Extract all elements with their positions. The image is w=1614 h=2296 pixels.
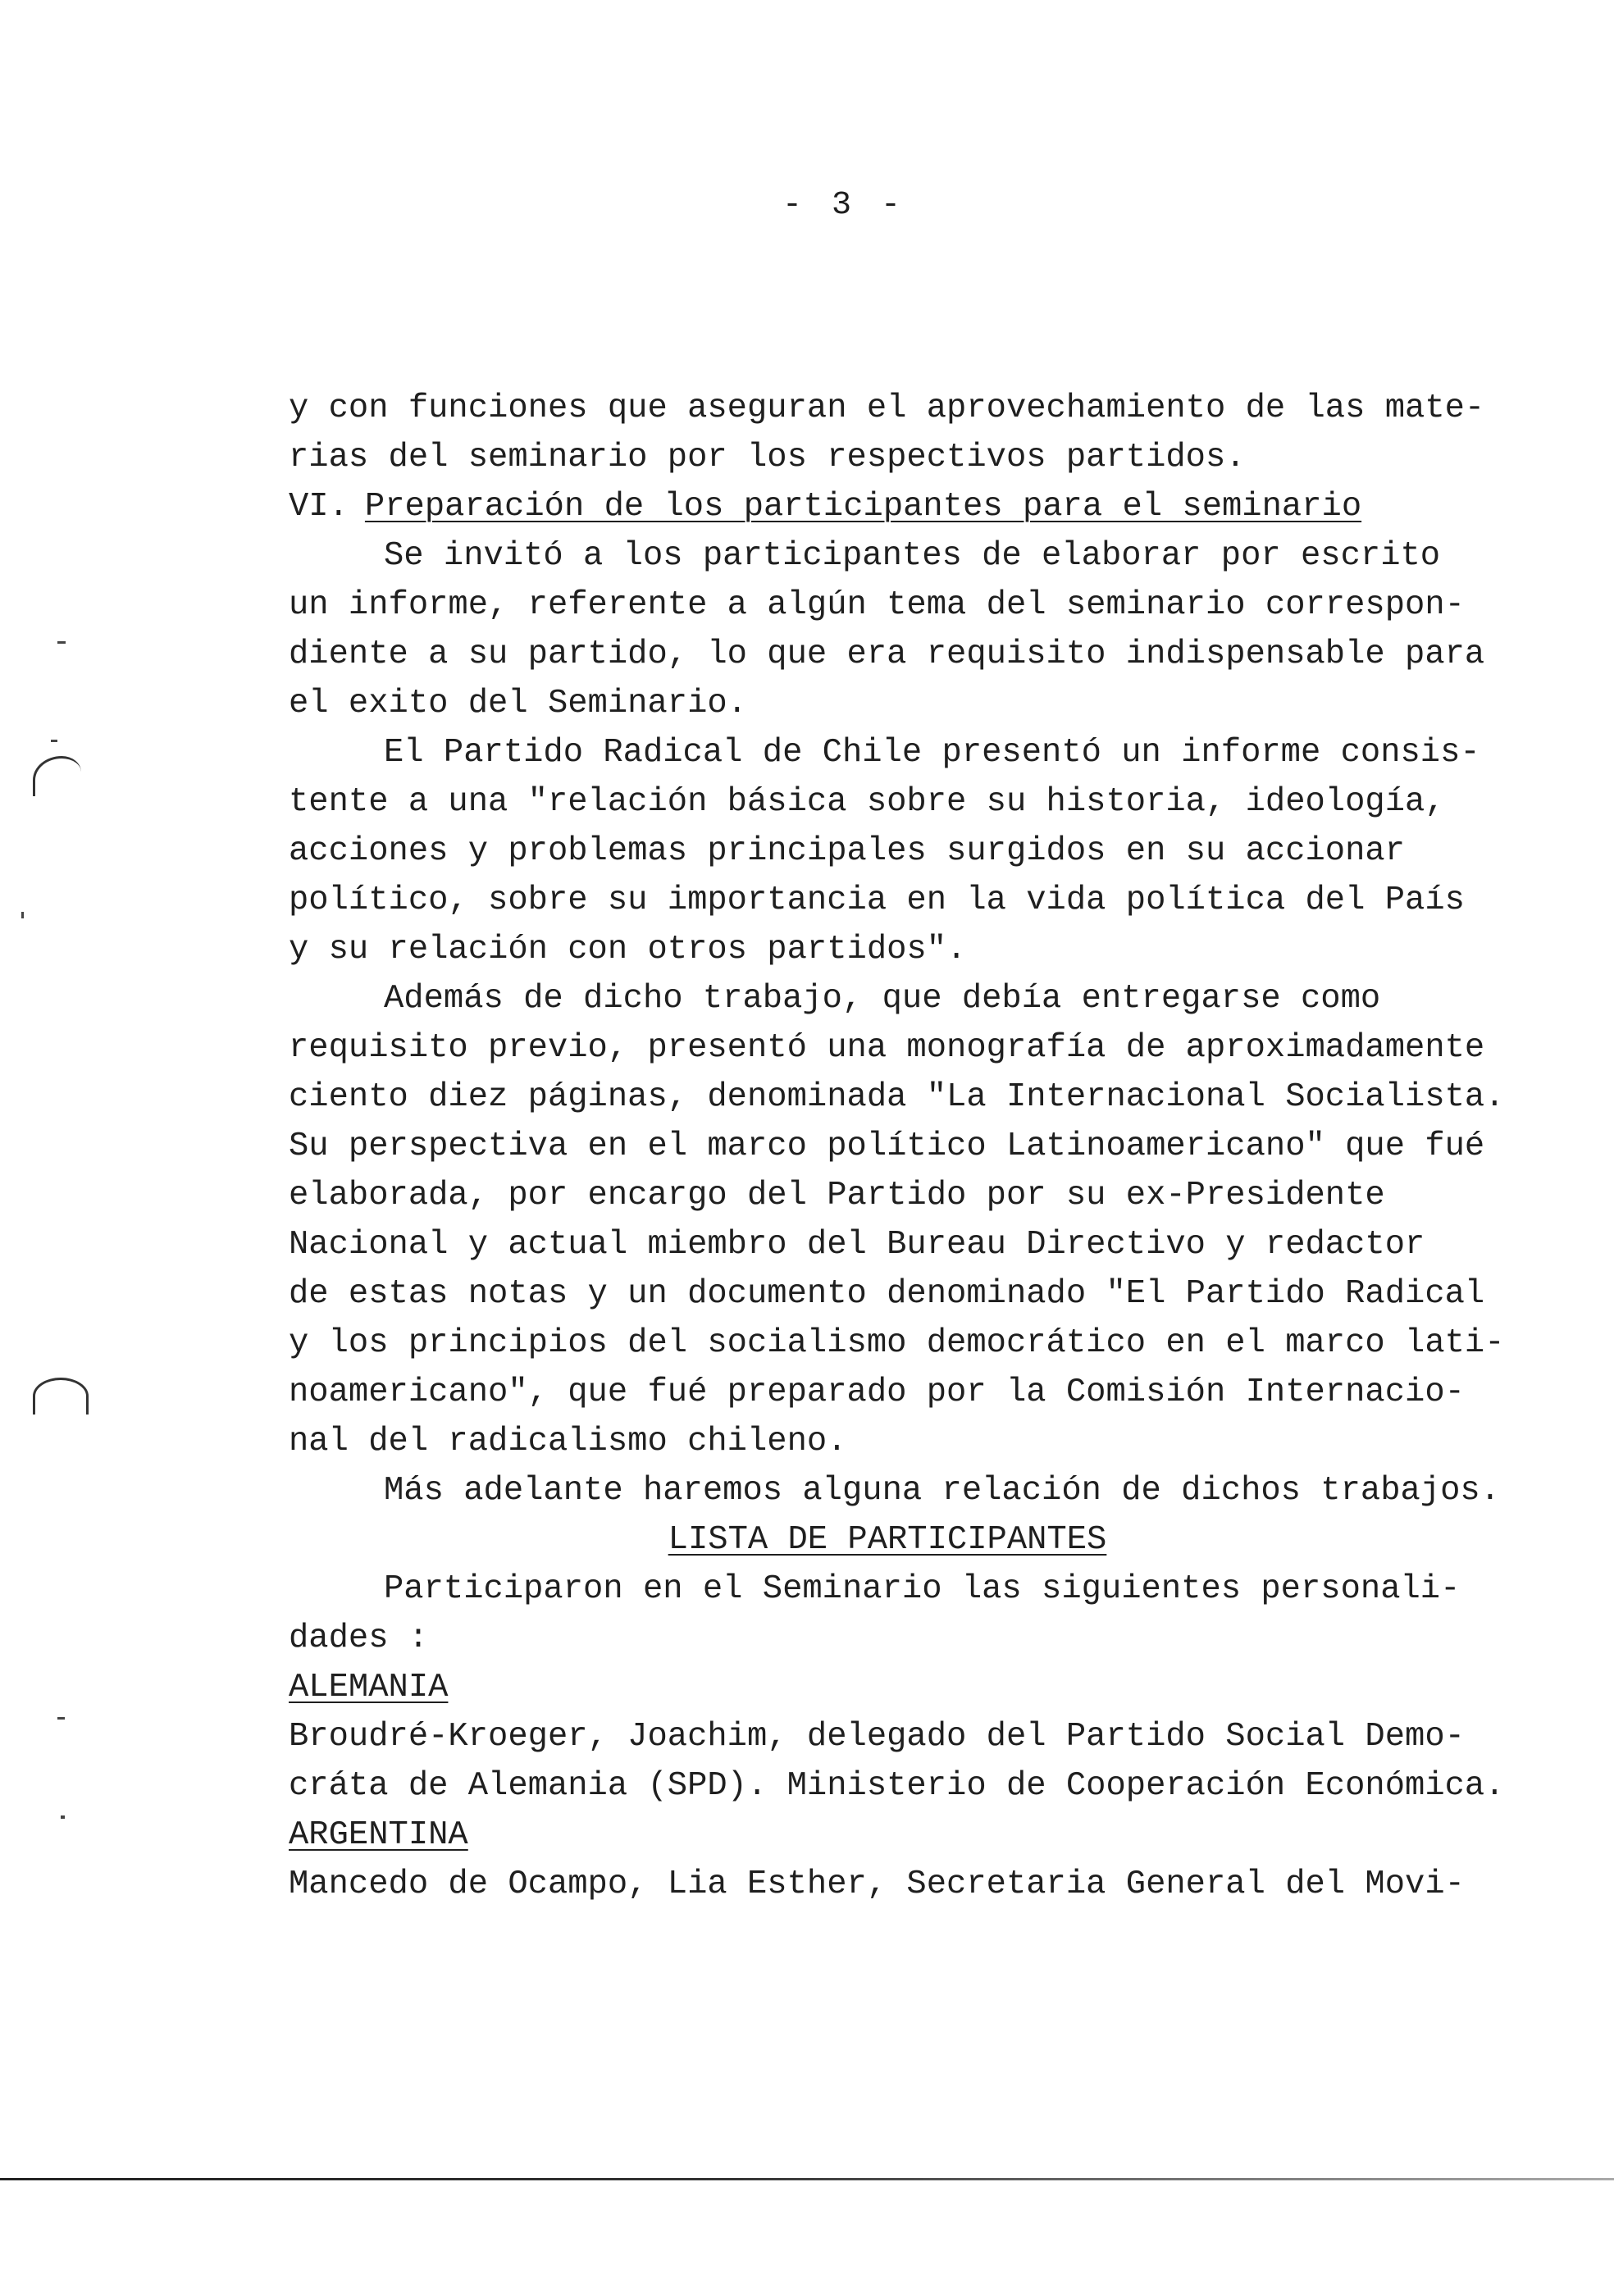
scan-speck xyxy=(57,641,66,644)
body-line: y los principios del socialismo democrático en el marco lati- xyxy=(289,1324,1505,1362)
section-title: Preparación de los participantes para el seminario xyxy=(364,488,1362,526)
scan-speck xyxy=(51,740,57,742)
scan-speck xyxy=(57,1717,65,1720)
body-line: El Partido Radical de Chile presentó un informe consis- xyxy=(384,734,1480,772)
participant-line: Mancedo de Ocampo, Lia Esther, Secretaria General del Movi- xyxy=(289,1866,1465,1903)
country-heading: ARGENTINA xyxy=(289,1816,468,1854)
participants-heading: LISTA DE PARTICIPANTES xyxy=(668,1521,1107,1559)
body-line: ciento diez páginas, denominada "La Internacional Socialista. xyxy=(289,1078,1505,1116)
body-line: acciones y problemas principales surgidos en su accionar xyxy=(289,832,1406,870)
body-line: el exito del Seminario. xyxy=(289,685,747,722)
participant-line: Broudré-Kroeger, Joachim, delegado del Partido Social Demo- xyxy=(289,1718,1465,1756)
body-line: Más adelante haremos alguna relación de dichos trabajos. xyxy=(384,1472,1501,1510)
body-line: Su perspectiva en el marco político Latinoamericano" que fué xyxy=(289,1128,1485,1165)
body-line: Participaron en el Seminario las siguientes personali- xyxy=(384,1570,1461,1608)
participant-line: cráta de Alemania (SPD). Ministerio de Cooperación Económica. xyxy=(289,1767,1505,1805)
punch-hole-mark xyxy=(33,1378,89,1414)
country-heading: ALEMANIA xyxy=(289,1669,449,1706)
body-line: noamericano", que fué preparado por la Comisión Internacio- xyxy=(289,1374,1465,1411)
document-body xyxy=(289,384,1505,1909)
body-line: tente a una "relación básica sobre su historia, ideología, xyxy=(289,783,1445,821)
body-line: y su relación con otros partidos". xyxy=(289,931,967,968)
section-heading xyxy=(289,482,1486,531)
body-line: dades : xyxy=(289,1620,429,1657)
body-line: elaborada, por encargo del Partido por su ex-Presidente xyxy=(289,1177,1385,1214)
body-line: Nacional y actual miembro del Bureau Directivo y redactor xyxy=(289,1226,1425,1264)
participants-heading-line xyxy=(289,1515,1486,1565)
body-line: político, sobre su importancia en la vida política del País xyxy=(289,882,1465,919)
body-line: rias del seminario por los respectivos partidos. xyxy=(289,439,1246,476)
body-line: y con funciones que aseguran el aprovechamiento de las mate- xyxy=(289,390,1485,427)
country-heading-line xyxy=(289,1663,1486,1712)
country-heading-line xyxy=(289,1811,1486,1860)
scan-speck xyxy=(21,912,24,918)
body-line: diente a su partido, lo que era requisito indispensable para xyxy=(289,636,1485,673)
page-number: - 3 - xyxy=(782,187,906,224)
body-line: requisito previo, presentó una monografía de aproximadamente xyxy=(289,1029,1485,1067)
body-line: Se invitó a los participantes de elaborar por escrito xyxy=(384,537,1441,575)
body-line: un informe, referente a algún tema del seminario correspon- xyxy=(289,586,1465,624)
body-line: Además de dicho trabajo, que debía entregarse como xyxy=(384,980,1381,1018)
body-line: de estas notas y un documento denominado "El Partido Radical xyxy=(289,1275,1485,1313)
page-bottom-rule xyxy=(0,2178,1614,2180)
scan-speck xyxy=(61,1815,65,1819)
section-number: VI. xyxy=(289,488,349,526)
body-line: nal del radicalismo chileno. xyxy=(289,1423,847,1460)
punch-hole-mark xyxy=(33,756,81,796)
